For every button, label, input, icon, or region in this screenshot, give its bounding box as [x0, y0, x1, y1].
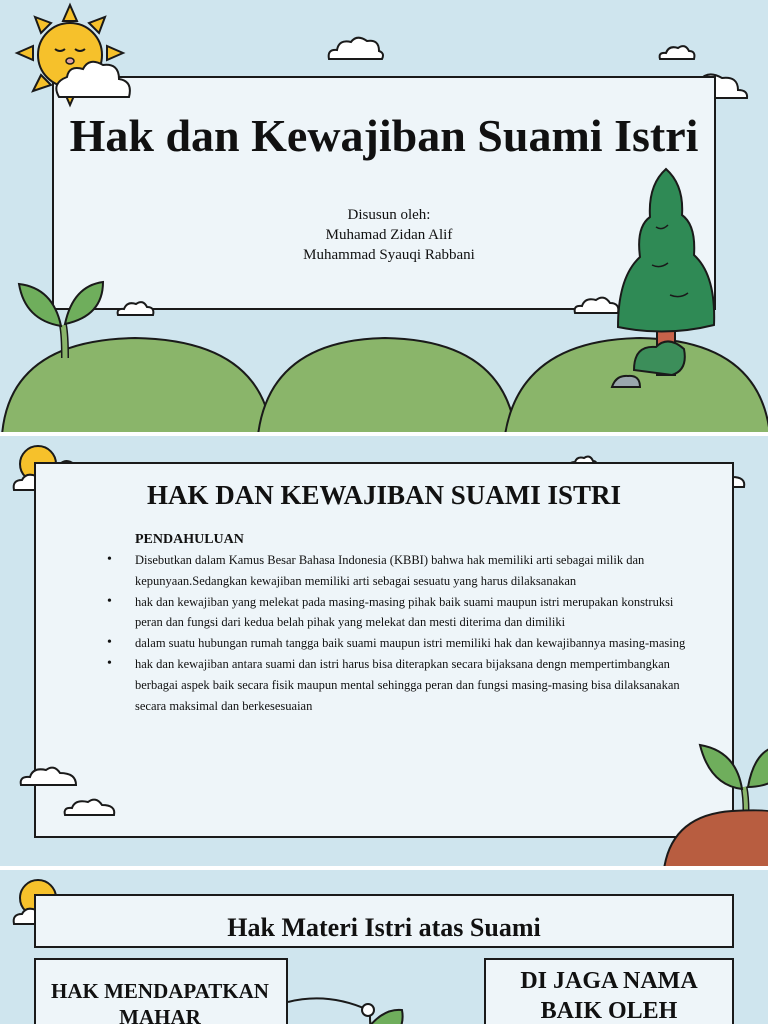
list-item: • hak dan kewajiban antara suami dan istri harus bisa diterapkan secara bijaksana dengn mempertimbangkan berbagai aspek baik secara fisik maupun mental sehingga peran dan fungsi masing-masing bisa dilaksanakan secara maksimal dan berkesesuaian — [100, 654, 700, 716]
card-left-label: HAK MENDAPATKAN MAHAR — [51, 979, 269, 1024]
sun-icon — [15, 5, 135, 115]
slide-title: HAK DAN KEWAJIBAN SUAMI ISTRI — [146, 480, 622, 510]
bullet-list — [100, 550, 700, 716]
introduction-slide — [0, 436, 768, 866]
hak-materi-slide — [0, 870, 768, 1024]
author-name: Muhamad Zidan Alif — [325, 227, 453, 243]
connector-line — [288, 988, 488, 1024]
author-name: Muhammad Syauqi Rabbani — [303, 247, 475, 263]
card-right-label: DI JAGA NAMA BAIK OLEH — [520, 968, 698, 1024]
slide-title: Hak Materi Istri atas Suami — [227, 913, 541, 942]
plant-icon — [15, 280, 115, 360]
page-title: Hak dan Kewajiban Suami Istri — [69, 110, 699, 161]
cloud-icon — [62, 796, 118, 818]
tree-icon — [612, 165, 722, 395]
cloud-icon — [325, 33, 385, 63]
byline: Disusun oleh: — [347, 207, 431, 223]
cloud-icon — [18, 764, 80, 788]
list-item: • Disebutkan dalam Kamus Besar Bahasa Indonesia (KBBI) bahwa hak memiliki arti sebagai milik dan kepunyaan.Sedangkan kewajiban memiliki arti sebagai sesuatu yang harus dilaksanakan — [100, 550, 700, 592]
list-item: • hak dan kewajiban yang melekat pada masing-masing pihak baik suami maupun istri merupakan konstruksi peran dan fungsi dari kedua belah pihak yang melekat dan mesti diterima dan dimiliki — [100, 592, 700, 634]
cloud-icon — [657, 42, 697, 62]
title-slide — [0, 0, 768, 432]
section-heading: PENDAHULUAN — [135, 532, 244, 547]
sprout-icon — [662, 741, 768, 866]
list-item: • dalam suatu hubungan rumah tangga baik suami maupun istri memiliki hak dan kewajibannya masing-masing — [100, 633, 700, 654]
